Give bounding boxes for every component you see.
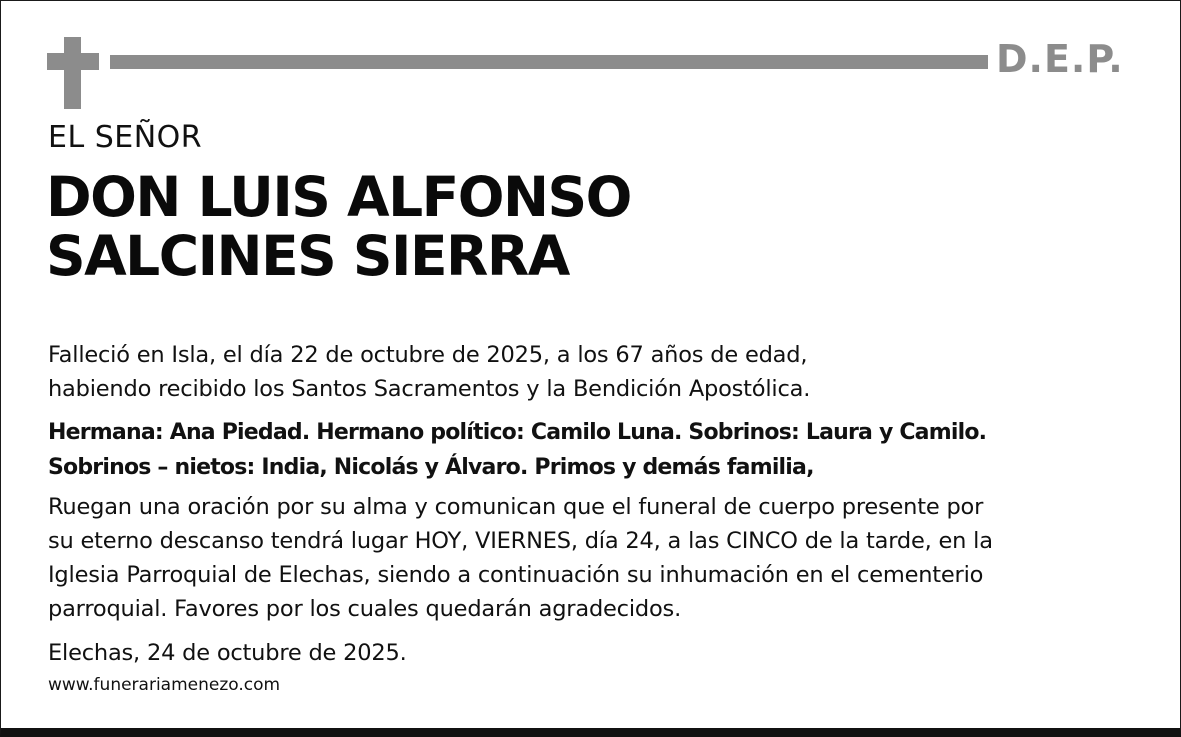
header-rule [110,55,988,69]
family-list [48,415,986,485]
deceased-name [46,165,631,288]
funeral-line3: Iglesia Parroquial de Elechas, siendo a continuación su inhumación en el cementerio [48,562,984,588]
funeral-line1: Ruegan una oración por su alma y comunican que el funeral de cuerpo presente por [48,494,984,520]
family-line1: Hermana: Ana Piedad. Hermano político: Camilo Luna. Sobrinos: Laura y Camilo. [48,420,987,445]
deceased-name-line1: DON LUIS ALFONSO [46,165,631,229]
cross-icon-bar [47,53,99,70]
funeral-notice [48,490,993,626]
funeral-line4: parroquial. Favores por los cuales quedarán agradecidos. [48,596,682,622]
death-notice-line1: Falleció en Isla, el día 22 de octubre de 2025, a los 67 años de edad, [48,342,808,368]
funeral-line2: su eterno descanso tendrá lugar HOY, VIERNES, día 24, a las CINCO de la tarde, en la [48,528,993,554]
family-line2: Sobrinos – nietos: India, Nicolás y Álvaro. Primos y demás familia, [48,455,814,480]
dep-label: D.E.P. [996,37,1124,81]
deceased-name-line2: SALCINES SIERRA [46,224,569,288]
honorific: EL SEÑOR [48,120,203,155]
death-notice [48,338,810,406]
death-notice-line2: habiendo recibido los Santos Sacramentos y la Bendición Apostólica. [48,376,811,402]
website-link[interactable]: www.funerariamenezo.com [48,675,281,695]
place-date: Elechas, 24 de octubre de 2025. [48,640,407,666]
cross-icon [64,37,81,109]
